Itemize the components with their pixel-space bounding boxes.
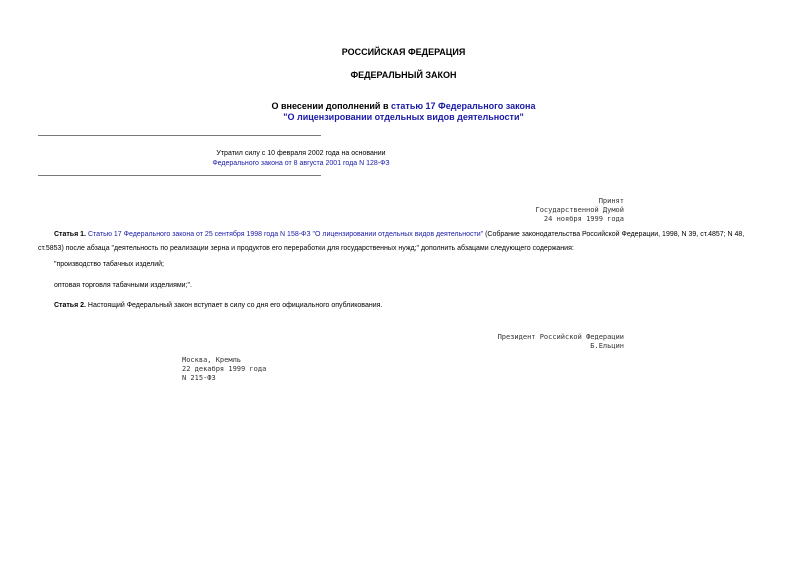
article-1-label: Статья 1.: [54, 231, 86, 238]
law-number: N 215-ФЗ: [182, 374, 216, 382]
divider-bottom: [38, 175, 321, 176]
addition-paragraph-2: оптовая торговля табачными изделиями;".: [54, 282, 192, 289]
law-title-prefix: О внесении дополнений в: [271, 101, 391, 111]
signature-block: [498, 333, 624, 351]
licensing-law-link[interactable]: "О лицензировании отдельных видов деятельности": [283, 112, 524, 122]
article-2-label: Статья 2.: [54, 302, 86, 309]
article-17-link[interactable]: статью 17 Федерального закона: [391, 101, 536, 111]
place-date-block: [182, 356, 266, 383]
repeal-notice: Утратил силу с 10 февраля 2002 года на основании: [216, 150, 386, 157]
repeal-law-link[interactable]: Федерального закона от 8 августа 2001 года N 128-ФЗ: [212, 160, 390, 167]
article-2-text: Настоящий Федеральный закон вступает в силу со дня его официального опубликования.: [85, 302, 383, 309]
article-1: [38, 228, 770, 256]
adopted-label: Принят: [598, 197, 624, 205]
signer-name: Б.Ельцин: [590, 342, 624, 350]
article-2: [54, 302, 382, 309]
country-heading: РОССИЙСКАЯ ФЕДЕРАЦИЯ: [341, 47, 466, 57]
adopted-date: 24 ноября 1999 года: [543, 215, 624, 223]
law-title-line2: [0, 112, 807, 122]
signing-place: Москва, Кремль: [182, 356, 242, 364]
adoption-block: [535, 197, 624, 224]
law-title-line1: [0, 101, 807, 111]
divider-top: [38, 135, 321, 136]
article-1-text: (Собрание законодательства Российской Федерации, 1998, N 39, ст.4857; N 48, ст.5853) после абзаца "деятельность по реализации зерна и продуктов его переработки для государственных нужд;" дополнить абзацами следующего содержания:: [38, 231, 745, 252]
signing-date: 22 декабря 1999 года: [182, 365, 267, 373]
article-1-link[interactable]: Статью 17 Федерального закона от 25 сентября 1998 года N 158-ФЗ "О лицензировании отдельных видов деятельности": [87, 231, 484, 238]
addition-paragraph-1: "производство табачных изделий;: [54, 261, 164, 268]
signer-title: Президент Российской Федерации: [497, 333, 624, 341]
law-type-heading: ФЕДЕРАЛЬНЫЙ ЗАКОН: [350, 70, 457, 80]
adopted-by: Государственной Думой: [535, 206, 624, 214]
